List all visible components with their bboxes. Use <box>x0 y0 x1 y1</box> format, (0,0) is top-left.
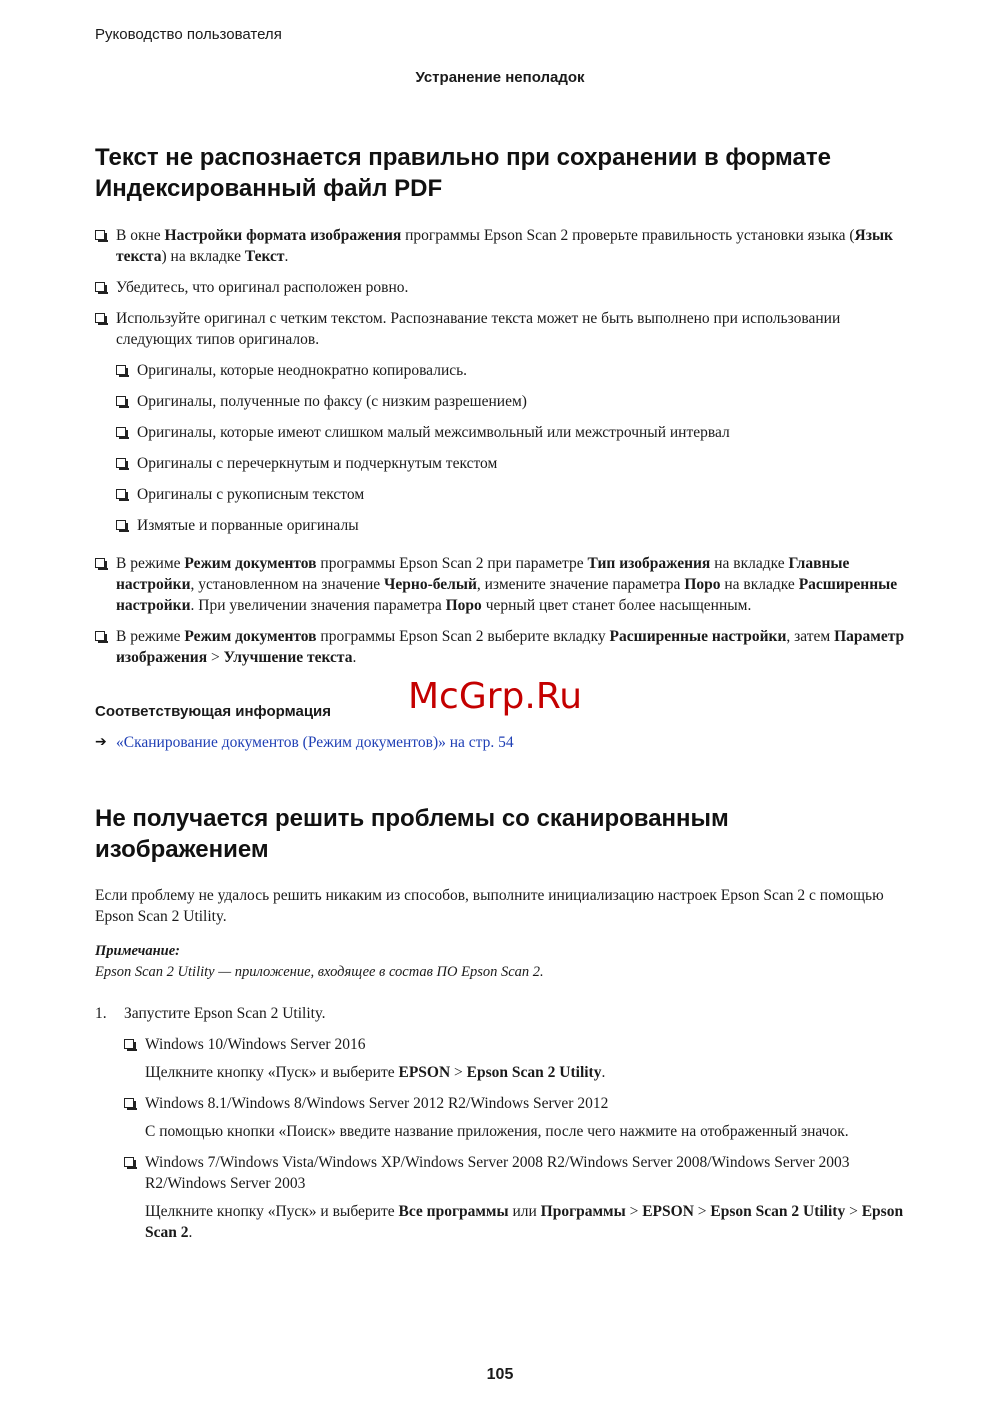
note-label: Примечание: <box>95 943 181 959</box>
list-item-threshold: В режиме Режим документов программы Epson Scan 2 при параметре Тип изображения на вкладке Главные настройки, установленном на значение Черно-белый, измените значение параметра Порo на вкладке Расширенные настройки. При увеличении значения параметра Порo черный цвет станет более насыщенным. <box>95 553 905 616</box>
checkbox-bullet-icon <box>116 365 126 375</box>
related-link-text[interactable]: «Сканирование документов (Режим документов)» на стр. 54 <box>116 734 514 751</box>
section-header: Устранение неполадок <box>415 69 585 86</box>
checkbox-bullet-icon <box>95 313 105 323</box>
sublist-item: Оригиналы с рукописным текстом <box>116 484 905 505</box>
sublist-item: Оригиналы с перечеркнутым и подчеркнутым текстом <box>116 453 905 474</box>
section1-heading-line1: Текст не распознается правильно при сохранении в формате <box>95 144 831 171</box>
checkbox-bullet-icon <box>95 558 105 568</box>
note-text: Epson Scan 2 Utility — приложение, входящее в состав ПО Epson Scan 2. <box>95 964 544 980</box>
section2-intro: Если проблему не удалось решить никаким из способов, выполните инициализацию настроек Epson Scan 2 с помощью Epson Scan 2 Utility. <box>95 887 884 925</box>
os-item-win7: Windows 7/Windows Vista/Windows XP/Windows Server 2008 R2/Windows Server 2008/Windows Server 2003 R2/Windows Server 2003 <box>124 1152 905 1194</box>
checkbox-bullet-icon <box>116 520 126 530</box>
checkbox-bullet-icon <box>116 458 126 468</box>
list-item-text-enhancement: В режиме Режим документов программы Epson Scan 2 выберите вкладку Расширенные настройки, затем Параметр изображения > Улучшение текста. <box>95 626 905 668</box>
sublist-item: Измятые и порванные оригиналы <box>116 515 905 536</box>
section2-heading-line2: изображением <box>95 836 269 863</box>
page-number: 105 <box>486 1366 514 1383</box>
os-item-win8: Windows 8.1/Windows 8/Windows Server 2012 R2/Windows Server 2012 <box>124 1093 905 1114</box>
checkbox-bullet-icon <box>95 230 105 240</box>
related-info-heading: Соответствующая информация <box>95 703 332 720</box>
step-1 <box>95 1003 905 1024</box>
checkbox-bullet-icon <box>116 427 126 437</box>
sublist-item: Оригиналы, которые имеют слишком малый межсимвольный или межстрочный интервал <box>116 422 905 443</box>
checkbox-bullet-icon <box>124 1098 134 1108</box>
step-number: 1. <box>95 1005 107 1022</box>
arrow-right-icon: ➔ <box>95 734 107 750</box>
checkbox-bullet-icon <box>116 396 126 406</box>
os-instructions-win10: Щелкните кнопку «Пуск» и выберите EPSON > Epson Scan 2 Utility. <box>145 1064 606 1081</box>
checkbox-bullet-icon <box>116 489 126 499</box>
sublist-item: Оригиналы, полученные по факсу (с низким разрешением) <box>116 391 905 412</box>
watermark: McGrp.Ru <box>408 676 583 717</box>
section1-heading-line2: Индексированный файл PDF <box>95 175 443 202</box>
os-instructions-win7: Щелкните кнопку «Пуск» и выберите Все программы или Программы > EPSON > Epson Scan 2 Utility > Epson Scan 2. <box>145 1203 904 1241</box>
sublist <box>116 360 905 536</box>
sublist-item: Оригиналы, которые неоднократно копировались. <box>116 360 905 381</box>
note <box>95 941 905 983</box>
checkbox-bullet-icon <box>95 631 105 641</box>
document-title: Руководство пользователя <box>95 26 282 43</box>
os-list <box>124 1034 905 1243</box>
related-link[interactable] <box>95 732 905 753</box>
list-item-straight-original: Убедитесь, что оригинал расположен ровно. <box>95 277 905 298</box>
checkbox-bullet-icon <box>95 282 105 292</box>
checkbox-bullet-icon <box>124 1157 134 1167</box>
step-text: Запустите Epson Scan 2 Utility. <box>124 1005 326 1022</box>
checkbox-bullet-icon <box>124 1039 134 1049</box>
os-item-win10: Windows 10/Windows Server 2016 <box>124 1034 905 1055</box>
section2-heading <box>95 803 905 865</box>
section1-heading <box>95 142 905 204</box>
section2-heading-line1: Не получается решить проблемы со сканированным <box>95 805 729 832</box>
list-item-language-check: В окне Настройки формата изображения программы Epson Scan 2 проверьте правильность установки языка (Язык текста) на вкладке Текст. <box>95 225 905 267</box>
os-instructions-win8: С помощью кнопки «Поиск» введите название приложения, после чего нажмите на отображенный значок. <box>145 1123 849 1140</box>
list-item-clear-text: Используйте оригинал с четким текстом. Распознавание текста может не быть выполнено при использовании следующих типов оригиналов. <box>95 308 905 350</box>
